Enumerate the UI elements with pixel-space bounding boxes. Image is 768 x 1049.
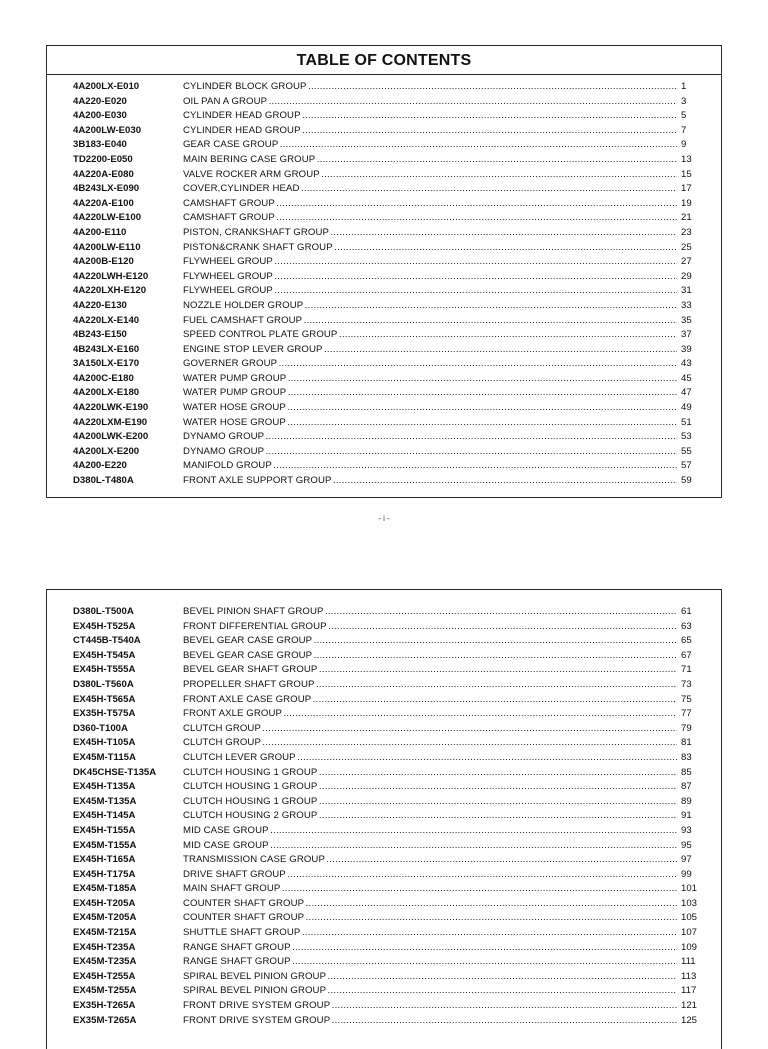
toc-entry-code: 3A150LX-E170 [73,358,140,370]
toc-entry[interactable] [47,80,721,95]
toc-entry-description: DYNAMO GROUP [183,431,265,443]
toc-entry-leader [183,911,677,926]
toc-entry[interactable] [47,809,721,824]
toc-entry[interactable] [47,226,721,241]
toc-entry-leader [183,445,677,460]
toc-entry-description: DYNAMO GROUP [183,445,265,457]
toc-entry[interactable] [47,211,721,226]
toc-entry-code: 4A200LW-E030 [73,124,142,136]
toc-entry[interactable] [47,605,721,620]
toc-entry-code: 4A220A-E100 [73,197,134,209]
toc-entry-code: 4B243LX-E090 [73,183,140,195]
toc-entry-code: EX45H-T145A [73,810,136,822]
toc-entry-description: ENGINE STOP LEVER GROUP [183,343,323,355]
toc-entry-leader [183,168,677,183]
toc-entry-leader [183,926,677,941]
toc-entry-description: NOZZLE HOLDER GROUP [183,299,304,311]
toc-entry-description: MAIN SHAFT GROUP [183,883,281,895]
toc-entry-code: EX45H-T255A [73,970,136,982]
toc-entry[interactable] [47,911,721,926]
toc-entry-page: 35 [681,314,692,326]
toc-entry-code: EX45H-T235A [73,941,136,953]
toc-entry-leader [183,314,677,329]
toc-entry-page: 67 [681,649,692,661]
toc-entry-leader [183,299,677,314]
toc-entry-leader [183,284,677,299]
toc-entry[interactable] [47,736,721,751]
toc-entry-page: 105 [681,912,698,924]
toc-entry-description: GEAR CASE GROUP [183,139,279,151]
toc-entry[interactable] [47,853,721,868]
toc-entry-code: EX45H-T525A [73,620,136,632]
toc-entry-code: EX45H-T205A [73,897,136,909]
toc-entry[interactable] [47,109,721,124]
toc-entry-description: FRONT DRIVE SYSTEM GROUP [183,1000,331,1012]
toc-entry-page: 29 [681,270,692,282]
toc-entry-page: 19 [681,197,692,209]
toc-entry-code: 4A220LXM-E190 [73,416,148,428]
toc-entry-description: SPIRAL BEVEL PINION GROUP [183,970,327,982]
toc-entry-description: CAMSHAFT GROUP [183,212,275,224]
toc-entry[interactable] [47,795,721,810]
toc-entry[interactable] [47,299,721,314]
toc-entry-description: FUEL CAMSHAFT GROUP [183,314,303,326]
toc-entry[interactable] [47,168,721,183]
toc-entry-leader [183,824,677,839]
toc-entry-page: 83 [681,751,692,763]
toc-entry-page: 121 [681,1000,698,1012]
toc-entry-leader [183,255,677,270]
toc-entry-page: 37 [681,329,692,341]
toc-entry[interactable] [47,430,721,445]
toc-entry-page: 43 [681,358,692,370]
toc-entry-page: 63 [681,620,692,632]
toc-entry-page: 9 [681,139,687,151]
toc-entry-leader [183,197,677,212]
toc-entry-description: PISTON, CRANKSHAFT GROUP [183,226,329,238]
toc-entry-code: 4B243LX-E160 [73,343,140,355]
toc-entry[interactable] [47,955,721,970]
toc-entry[interactable] [47,372,721,387]
toc-entry[interactable] [47,124,721,139]
toc-entry-description: RANGE SHAFT GROUP [183,956,291,968]
toc-entry-code: D380L-T480A [73,475,134,487]
toc-entry-code: D360-T100A [73,722,128,734]
toc-entry-page: 99 [681,868,692,880]
toc-entry-page: 97 [681,854,692,866]
toc-entry-page: 3 [681,95,687,107]
toc-entry-page: 15 [681,168,692,180]
toc-entry[interactable] [47,197,721,212]
toc-entry-leader [183,809,677,824]
toc-entry-page: 79 [681,722,692,734]
toc-entry-leader [183,357,677,372]
toc-entry-description: MID CASE GROUP [183,824,269,836]
toc-entry-code: EX45H-T105A [73,737,136,749]
toc-entry-description: CLUTCH LEVER GROUP [183,751,296,763]
toc-entry-page: 21 [681,212,692,224]
toc-entry-page: 111 [681,956,696,968]
toc-entry-leader [183,882,677,897]
toc-entry-code: EX45M-T185A [73,883,137,895]
toc-entry[interactable] [47,182,721,197]
toc-list-2 [47,605,721,1028]
toc-entry[interactable] [47,459,721,474]
toc-entry[interactable] [47,984,721,999]
toc-entry[interactable] [47,839,721,854]
toc-entry-code: CT445B-T540A [73,635,141,647]
toc-entry-leader [183,941,677,956]
toc-entry[interactable] [47,678,721,693]
toc-entry-description: COVER,CYLINDER HEAD [183,183,300,195]
toc-entry-description: FLYWHEEL GROUP [183,270,273,282]
toc-entry-code: 3B183-E040 [73,139,127,151]
toc-entry-page: 49 [681,402,692,414]
toc-entry[interactable] [47,766,721,781]
toc-entry-description: OIL PAN A GROUP [183,95,268,107]
toc-list-1 [47,80,721,489]
toc-entry[interactable] [47,722,721,737]
toc-entry-leader [183,226,677,241]
toc-entry-code: 4A220A-E080 [73,168,134,180]
toc-entry-page: 55 [681,445,692,457]
toc-entry-leader [183,999,677,1014]
toc-entry-code: 4A200B-E120 [73,256,134,268]
toc-entry-code: 4A200-E220 [73,460,127,472]
toc-box-2 [46,589,722,1049]
toc-entry-leader [183,795,677,810]
toc-entry-code: EX45H-T545A [73,649,136,661]
toc-entry-code: 4B243-E150 [73,329,127,341]
toc-entry-code: 4A220LW-E100 [73,212,142,224]
toc-entry-page: 45 [681,372,692,384]
toc-entry-code: 4A220LWH-E120 [73,270,149,282]
toc-entry-description: CLUTCH GROUP [183,722,261,734]
toc-entry-page: 25 [681,241,692,253]
toc-entry-page: 77 [681,708,692,720]
toc-entry-description: BEVEL GEAR SHAFT GROUP [183,664,318,676]
toc-entry[interactable] [47,897,721,912]
toc-entry-code: 4A220-E020 [73,95,127,107]
toc-entry-leader [183,839,677,854]
toc-entry-page: 13 [681,153,692,165]
toc-entry-description: CLUTCH HOUSING 1 GROUP [183,766,318,778]
toc-entry-description: FRONT AXLE CASE GROUP [183,693,312,705]
toc-entry-description: PROPELLER SHAFT GROUP [183,678,315,690]
toc-entry-code: EX45M-T135A [73,795,137,807]
toc-entry-page: 91 [681,810,692,822]
toc-entry[interactable] [47,153,721,168]
toc-entry-description: CLUTCH GROUP [183,737,261,749]
toc-entry-code: EX35H-T575A [73,708,136,720]
toc-entry-code: EX45M-T155A [73,839,137,851]
toc-entry-leader [183,1014,677,1029]
toc-entry-code: 4A200-E030 [73,110,127,122]
toc-entry-leader [183,153,677,168]
toc-entry-page: 23 [681,226,692,238]
toc-entry-page: 17 [681,183,692,195]
toc-entry[interactable] [47,314,721,329]
toc-entry-page: 51 [681,416,692,428]
toc-entry-description: DRIVE SHAFT GROUP [183,868,286,880]
toc-entry-leader [183,182,677,197]
toc-entry[interactable] [47,693,721,708]
toc-entry-description: RANGE SHAFT GROUP [183,941,291,953]
toc-entry[interactable] [47,445,721,460]
toc-entry-code: D380L-T500A [73,606,134,617]
toc-entry[interactable] [47,634,721,649]
toc-entry[interactable] [47,970,721,985]
toc-entry[interactable] [47,357,721,372]
toc-entry-code: 4A200LWK-E200 [73,431,149,443]
toc-entry-description: SHUTTLE SHAFT GROUP [183,927,301,939]
toc-entry-leader [183,868,677,883]
toc-entry-description: CLUTCH HOUSING 2 GROUP [183,810,318,822]
toc-entry[interactable] [47,95,721,110]
toc-entry-description: FLYWHEEL GROUP [183,256,273,268]
toc-entry-page: 113 [681,970,697,982]
toc-entry-description: CYLINDER HEAD GROUP [183,110,301,122]
toc-entry-page: 65 [681,635,692,647]
toc-entry[interactable] [47,138,721,153]
toc-entry-page: 93 [681,824,692,836]
toc-entry[interactable] [47,255,721,270]
toc-entry-page: 39 [681,343,692,355]
toc-entry-description: FRONT AXLE SUPPORT GROUP [183,475,332,487]
toc-entry-description: WATER PUMP GROUP [183,372,287,384]
toc-entry-code: EX35M-T265A [73,1014,137,1026]
toc-entry-description: SPEED CONTROL PLATE GROUP [183,329,338,341]
toc-entry[interactable] [47,868,721,883]
toc-entry-leader [183,211,677,226]
toc-entry[interactable] [47,707,721,722]
toc-entry-code: EX45M-T255A [73,985,137,997]
toc-entry-description: MANIFOLD GROUP [183,460,272,472]
toc-entry-description: SPIRAL BEVEL PINION GROUP [183,985,327,997]
toc-entry-leader [183,241,677,256]
toc-entry-page: 101 [681,883,698,895]
toc-entry-leader [183,707,677,722]
toc-entry-description: FRONT AXLE GROUP [183,708,282,720]
toc-entry-description: CLUTCH HOUSING 1 GROUP [183,781,318,793]
toc-entry[interactable] [47,824,721,839]
toc-entry[interactable] [47,241,721,256]
toc-entry-page: 1 [681,81,687,92]
toc-entry-code: EX45H-T135A [73,781,136,793]
toc-entry-code: EX45H-T165A [73,854,136,866]
toc-entry-page: 107 [681,927,698,939]
toc-entry-page: 117 [681,985,697,997]
toc-entry-leader [183,663,677,678]
toc-entry-code: DK45CHSE-T135A [73,766,157,778]
toc-entry[interactable] [47,663,721,678]
toc-entry-leader [183,620,677,635]
toc-entry-code: 4A220LWK-E190 [73,402,149,414]
toc-entry-code: 4A200LX-E180 [73,387,140,399]
toc-entry-leader [183,328,677,343]
toc-entry[interactable] [47,941,721,956]
toc-entry-leader [183,343,677,358]
toc-entry[interactable] [47,328,721,343]
toc-entry-page: 7 [681,124,687,136]
toc-entry-description: MAIN BERING CASE GROUP [183,153,316,165]
toc-entry-description: CAMSHAFT GROUP [183,197,275,209]
toc-entry[interactable] [47,386,721,401]
toc-entry-code: 4A200LW-E110 [73,241,141,253]
toc-entry[interactable] [47,751,721,766]
toc-entry-page: 85 [681,766,692,778]
toc-entry-description: PISTON&CRANK SHAFT GROUP [183,241,333,253]
toc-entry-code: 4A220LX-E140 [73,314,140,326]
toc-entry-description: CLUTCH HOUSING 1 GROUP [183,795,318,807]
toc-entry[interactable] [47,284,721,299]
toc-entry-leader [183,736,677,751]
toc-entry-leader [183,780,677,795]
toc-entry-description: WATER PUMP GROUP [183,387,287,399]
toc-title: TABLE OF CONTENTS [47,46,721,75]
toc-entry-page: 109 [681,941,698,953]
toc-entry-code: EX45H-T175A [73,868,136,880]
toc-entry-page: 47 [681,387,692,399]
toc-entry-description: WATER HOSE GROUP [183,402,286,414]
toc-entry[interactable] [47,270,721,285]
toc-entry-leader [183,270,677,285]
toc-entry[interactable] [47,401,721,416]
toc-entry-description: BEVEL GEAR CASE GROUP [183,649,313,661]
toc-entry-leader [183,124,677,139]
toc-entry-leader [183,634,677,649]
toc-entry-code: D380L-T560A [73,678,134,690]
toc-entry-code: EX45H-T565A [73,693,136,705]
toc-entry-page: 61 [681,606,692,617]
toc-entry-code: 4A200LX-E200 [73,445,140,457]
toc-entry-page: 125 [681,1014,698,1026]
toc-entry-page: 33 [681,299,692,311]
toc-entry-description: MID CASE GROUP [183,839,269,851]
toc-entry-leader [183,649,677,664]
toc-entry-leader [183,138,677,153]
toc-entry-leader [183,372,677,387]
toc-box-1 [46,45,722,498]
toc-entry[interactable] [47,474,721,489]
toc-entry[interactable] [47,999,721,1014]
toc-entry[interactable] [47,780,721,795]
toc-entry-leader [183,109,677,124]
toc-entry-page: 59 [681,475,692,487]
toc-entry-code: 4A200C-E180 [73,372,134,384]
toc-entry-description: TRANSMISSION CASE GROUP [183,854,325,866]
toc-entry-leader [183,984,677,999]
toc-entry-description: VALVE ROCKER ARM GROUP [183,168,320,180]
toc-entry-leader [183,459,677,474]
toc-entry-leader [183,80,677,95]
toc-entry-leader [183,416,677,431]
toc-entry[interactable] [47,649,721,664]
toc-entry-page: 81 [681,737,692,749]
toc-entry-page: 27 [681,256,692,268]
toc-entry-description: GOVERNER GROUP [183,358,278,370]
toc-entry-description: FRONT DRIVE SYSTEM GROUP [183,1014,331,1026]
toc-entry-page: 31 [681,285,692,297]
toc-entry-code: EX45M-T205A [73,912,137,924]
toc-entry-leader [183,474,677,489]
toc-entry-leader [183,678,677,693]
toc-entry[interactable] [47,882,721,897]
toc-entry-description: BEVEL GEAR CASE GROUP [183,635,313,647]
toc-entry-leader [183,722,677,737]
toc-entry-leader [183,766,677,781]
toc-entry[interactable] [47,416,721,431]
toc-entry-code: EX45M-T235A [73,956,137,968]
toc-entry-page: 57 [681,460,692,472]
toc-entry-code: EX35H-T265A [73,1000,136,1012]
toc-entry-page: 53 [681,431,692,443]
toc-entry-description: BEVEL PINION SHAFT GROUP [183,606,324,617]
toc-entry-page: 95 [681,839,692,851]
toc-entry[interactable] [47,926,721,941]
toc-entry-description: FRONT DIFFERENTIAL GROUP [183,620,327,632]
toc-entry-code: TD2200-E050 [73,153,133,165]
toc-entry-page: 89 [681,795,692,807]
toc-entry[interactable] [47,1014,721,1029]
toc-entry-code: 4A200-E110 [73,226,127,238]
toc-entry-page: 103 [681,897,698,909]
toc-entry-leader [183,430,677,445]
toc-entry-page: 73 [681,678,692,690]
toc-entry[interactable] [47,620,721,635]
toc-entry-code: 4A220LXH-E120 [73,285,147,297]
toc-entry-page: 71 [681,664,692,676]
toc-entry-leader [183,897,677,912]
toc-entry-code: EX45H-T555A [73,664,136,676]
toc-entry-leader [183,401,677,416]
toc-entry-page: 5 [681,110,687,122]
toc-entry-leader [183,955,677,970]
toc-entry[interactable] [47,343,721,358]
toc-entry-leader [183,605,677,620]
page-number: - i - [378,514,390,523]
toc-entry-description: CYLINDER BLOCK GROUP [183,81,307,92]
toc-entry-description: FLYWHEEL GROUP [183,285,273,297]
toc-entry-code: 4A220-E130 [73,299,127,311]
toc-entry-leader [183,970,677,985]
toc-entry-leader [183,751,677,766]
toc-entry-description: CYLINDER HEAD GROUP [183,124,301,136]
toc-entry-code: EX45M-T215A [73,927,137,939]
toc-entry-description: COUNTER SHAFT GROUP [183,912,305,924]
toc-entry-leader [183,853,677,868]
toc-entry-description: COUNTER SHAFT GROUP [183,897,305,909]
toc-entry-page: 87 [681,781,692,793]
toc-entry-code: EX45M-T115A [73,751,136,763]
toc-entry-leader [183,95,677,110]
toc-entry-description: WATER HOSE GROUP [183,416,286,428]
toc-entry-leader [183,693,677,708]
toc-entry-page: 75 [681,693,692,705]
toc-entry-code: 4A200LX-E010 [73,81,140,92]
toc-entry-leader [183,386,677,401]
toc-entry-code: EX45H-T155A [73,824,136,836]
